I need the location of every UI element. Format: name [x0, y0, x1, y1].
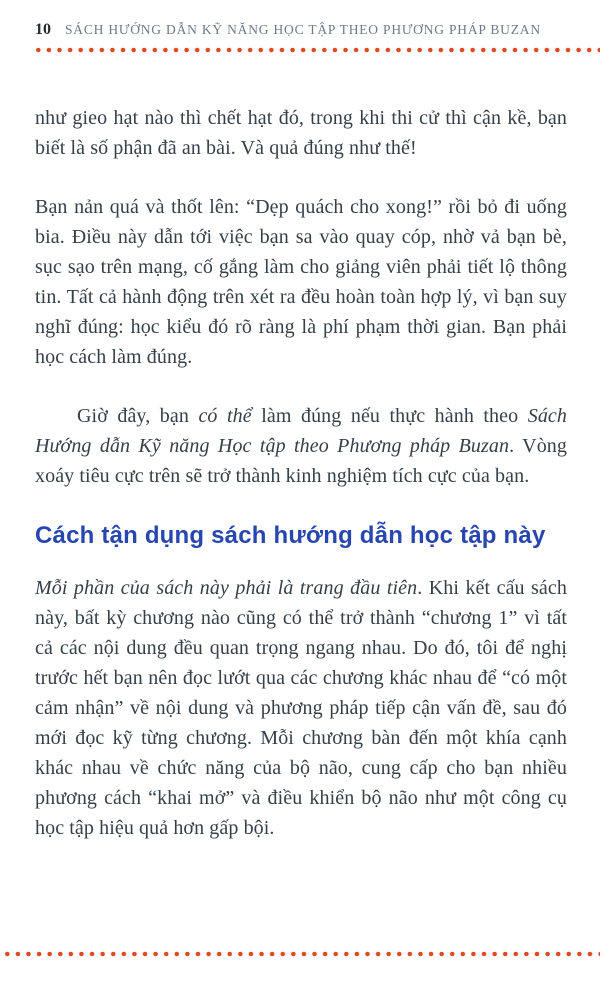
running-title: SÁCH HƯỚNG DẪN KỸ NĂNG HỌC TẬP THEO PHƯƠNG PHÁP BUZAN: [65, 22, 541, 37]
header-dotted-rule: [33, 46, 600, 54]
footer-dotted-rule: [2, 950, 600, 958]
paragraph-4-italic-lead: Mỗi phần của sách này phải là trang đầu tiên: [35, 577, 418, 599]
paragraph-3-book-title-italic: Sách Hướng dẫn Kỹ năng Học tập theo Phương pháp Buzan: [35, 405, 567, 457]
paragraph-2: Bạn nản quá và thốt lên: “Dẹp quách cho xong!” rồi bỏ đi uống bia. Điều này dẫn tới việc bạn sa vào quay cóp, nhờ vả bạn bè, sục sạo trên mạng, cố gắng làm cho giảng viên phải tiết lộ thông tin. Tất cả hành động trên xét ra đều hoàn toàn hợp lý, vì bạn suy nghĩ đúng: học kiểu đó rõ ràng là phí phạm thời gian. Bạn phải học cách làm đúng.: [35, 196, 567, 368]
section-heading: Cách tận dụng sách hướng dẫn học tập này: [35, 522, 546, 549]
page-number: 10: [35, 21, 51, 38]
paragraph-4: [35, 573, 567, 843]
paragraph-3-text: . Vòng xoáy tiêu cực trên sẽ trở thành kinh nghiệm tích cực của bạn.: [35, 435, 567, 487]
paragraph-3-italic-phrase: có thể: [198, 405, 252, 427]
paragraph-1: như gieo hạt nào thì chết hạt đó, trong khi thi cử thì cận kề, bạn biết là số phận đã an bài. Và quả đúng như thế!: [35, 107, 567, 159]
paragraph-4-text: . Khi kết cấu sách này, bất kỳ chương nào cũng có thể trở thành “chương 1” vì tất cả các nội dung đều quan trọng ngang nhau. Do đó, tôi để nghị trước hết bạn nên đọc lướt qua các chương khác nhau để “có một cảm nhận” về nội dung và phương pháp tiếp cận vấn đề, sau đó mới đọc kỹ từng chương. Mỗi chương bàn đến một khía cạnh khác nhau về chức năng của bộ não, cung cấp cho bạn nhiều phương cách “khai mở” và điều khiển bộ não như một công cụ học tập hiệu quả hơn gấp bội.: [35, 577, 567, 839]
page-body: [35, 103, 567, 872]
running-header: [35, 21, 600, 39]
paragraph-3-text: Giờ đây, bạn: [77, 405, 199, 427]
paragraph-3: [35, 401, 567, 491]
paragraph-3-text: làm đúng nếu thực hành theo: [251, 405, 528, 427]
